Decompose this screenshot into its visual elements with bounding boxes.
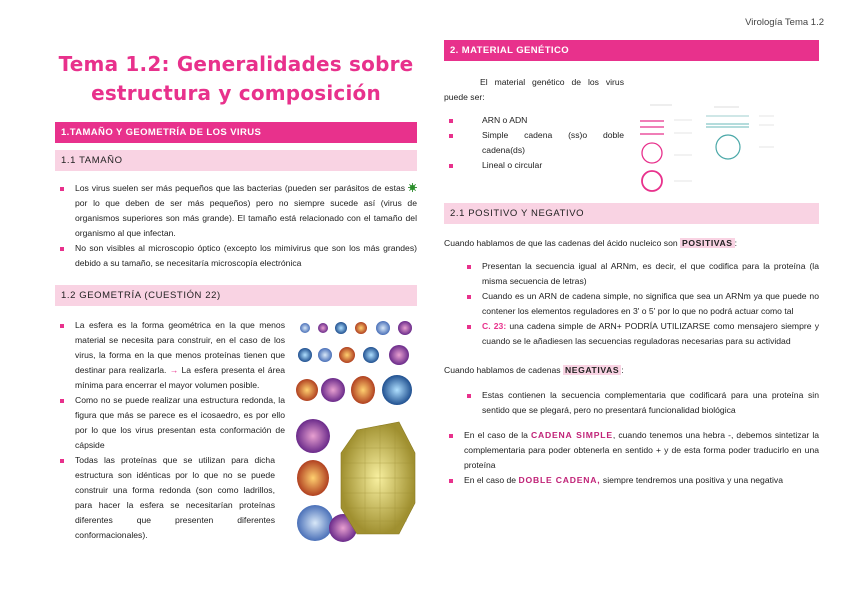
size-list [55, 181, 417, 271]
virus-icon [408, 182, 417, 191]
strand-list [444, 428, 819, 488]
virus-row-4 [296, 419, 415, 542]
title-line-1: Tema 1.2: Generalidades sobre [58, 52, 414, 76]
section-heading-size-geometry: 1.TAMAÑO Y GEOMETRÍA DE LOS VIRUS [55, 122, 417, 143]
left-column [55, 50, 417, 543]
list-item: La esfera es la forma geométrica en la que menos material se necesita para construir, en el caso de los virus, la forma en la que menos proteínas tienen que destinar para realizarla. → La esfera presenta el área mínima para encerrar el mayor volumen posible. [55, 318, 285, 393]
genome-types-figure [634, 97, 819, 209]
negative-list [444, 388, 819, 418]
list-item: En el caso de la CADENA SIMPLE, cuando tenemos una hebra -, debemos sintetizar la complementaria para poder obtenerla en sentido + y de esta forma poder traducirlo en una proteína [444, 428, 819, 473]
list-item: Simple cadena (ss)o doble cadena(ds) [444, 128, 624, 158]
virus-row-3 [296, 375, 412, 405]
list-item: Todas las proteínas que se utilizan para dicha estructura son idénticas por lo que no se puede construir una forma redonda (son como ladrillos, para hacer la esfera se necesitarían proteínas diferentes que presenten diferentes conformacionales). [55, 453, 275, 543]
subheading-size: 1.1 TAMAÑO [55, 150, 417, 171]
virus-capsids-figure [295, 318, 419, 550]
positive-highlight: POSITIVAS [682, 238, 733, 248]
negative-highlight: NEGATIVAS [564, 365, 620, 375]
list-item: Estas contienen la secuencia complementaria que codificará para una proteína sin sentido que se plegará, pero no presentará funcionalidad biológica [462, 388, 819, 418]
title-line-2: estructura y composición [91, 81, 381, 105]
right-column [444, 40, 819, 488]
positive-list [444, 259, 819, 349]
list-item: Los virus suelen ser más pequeños que las bacterias (pueden ser parásitos de estas por lo que deben de ser más pequeños) pero no siempre sucede así (virus de organismos superiores son más grande). El tamaño está relacionado con el tamaño del organismo al que infectan. [55, 181, 417, 241]
list-item: C. 23: una cadena simple de ARN+ PODRÍA UTILIZARSE como mensajero siempre y cuando se le añadiesen las secuencias reguladoras necesarias para su actividad [462, 319, 819, 349]
page-title [55, 50, 417, 108]
list-item: Presentan la secuencia igual al ARNm, es decir, el que codifica para la proteína (la misma secuencia de letras) [462, 259, 819, 289]
genetic-intro: El material genético de los virus puede ser: [444, 77, 624, 102]
subheading-positive-negative: 2.1 POSITIVO Y NEGATIVO [444, 203, 819, 224]
genetic-block [444, 75, 819, 203]
list-item: ARN o ADN [444, 113, 624, 128]
list-item: No son visibles al microscopio óptico (excepto los mimivirus que son los más grandes) debido a su tamaño, se necesitaría microscopía electrónica [55, 241, 417, 271]
geometry-block [55, 318, 417, 543]
negative-intro: Cuando hablamos de cadenas NEGATIVAS : [444, 365, 624, 375]
list-item: En el caso de DOBLE CADENA, siempre tendremos una positiva y una negativa [444, 473, 819, 488]
subheading-geometry: 1.2 GEOMETRÍA (CUESTIÓN 22) [55, 285, 417, 306]
list-item: Lineal o circular [444, 158, 624, 173]
section-heading-genetic-material: 2. MATERIAL GENÉTICO [444, 40, 819, 61]
genetic-list [444, 113, 624, 173]
running-header: Virología Tema 1.2 [745, 17, 824, 28]
geometry-list-wide [55, 453, 285, 543]
list-item: Cuando es un ARN de cadena simple, no significa que sea un ARNm ya que puede no contener los elementos reguladores en 3' o 5' por lo que no podrá actuar como tal [462, 289, 819, 319]
virus-row-1 [300, 321, 412, 335]
arrow-icon: → [169, 365, 179, 375]
virus-row-2 [298, 345, 409, 365]
positive-intro: Cuando hablamos de que las cadenas del ácido nucleico son POSITIVAS : [444, 238, 738, 248]
list-item: Como no se puede realizar una estructura redonda, la figura que más se parece es el icosaedro, es por ello por lo que los virus presentan esta conformación de cápside [55, 393, 285, 453]
geometry-list [55, 318, 285, 453]
